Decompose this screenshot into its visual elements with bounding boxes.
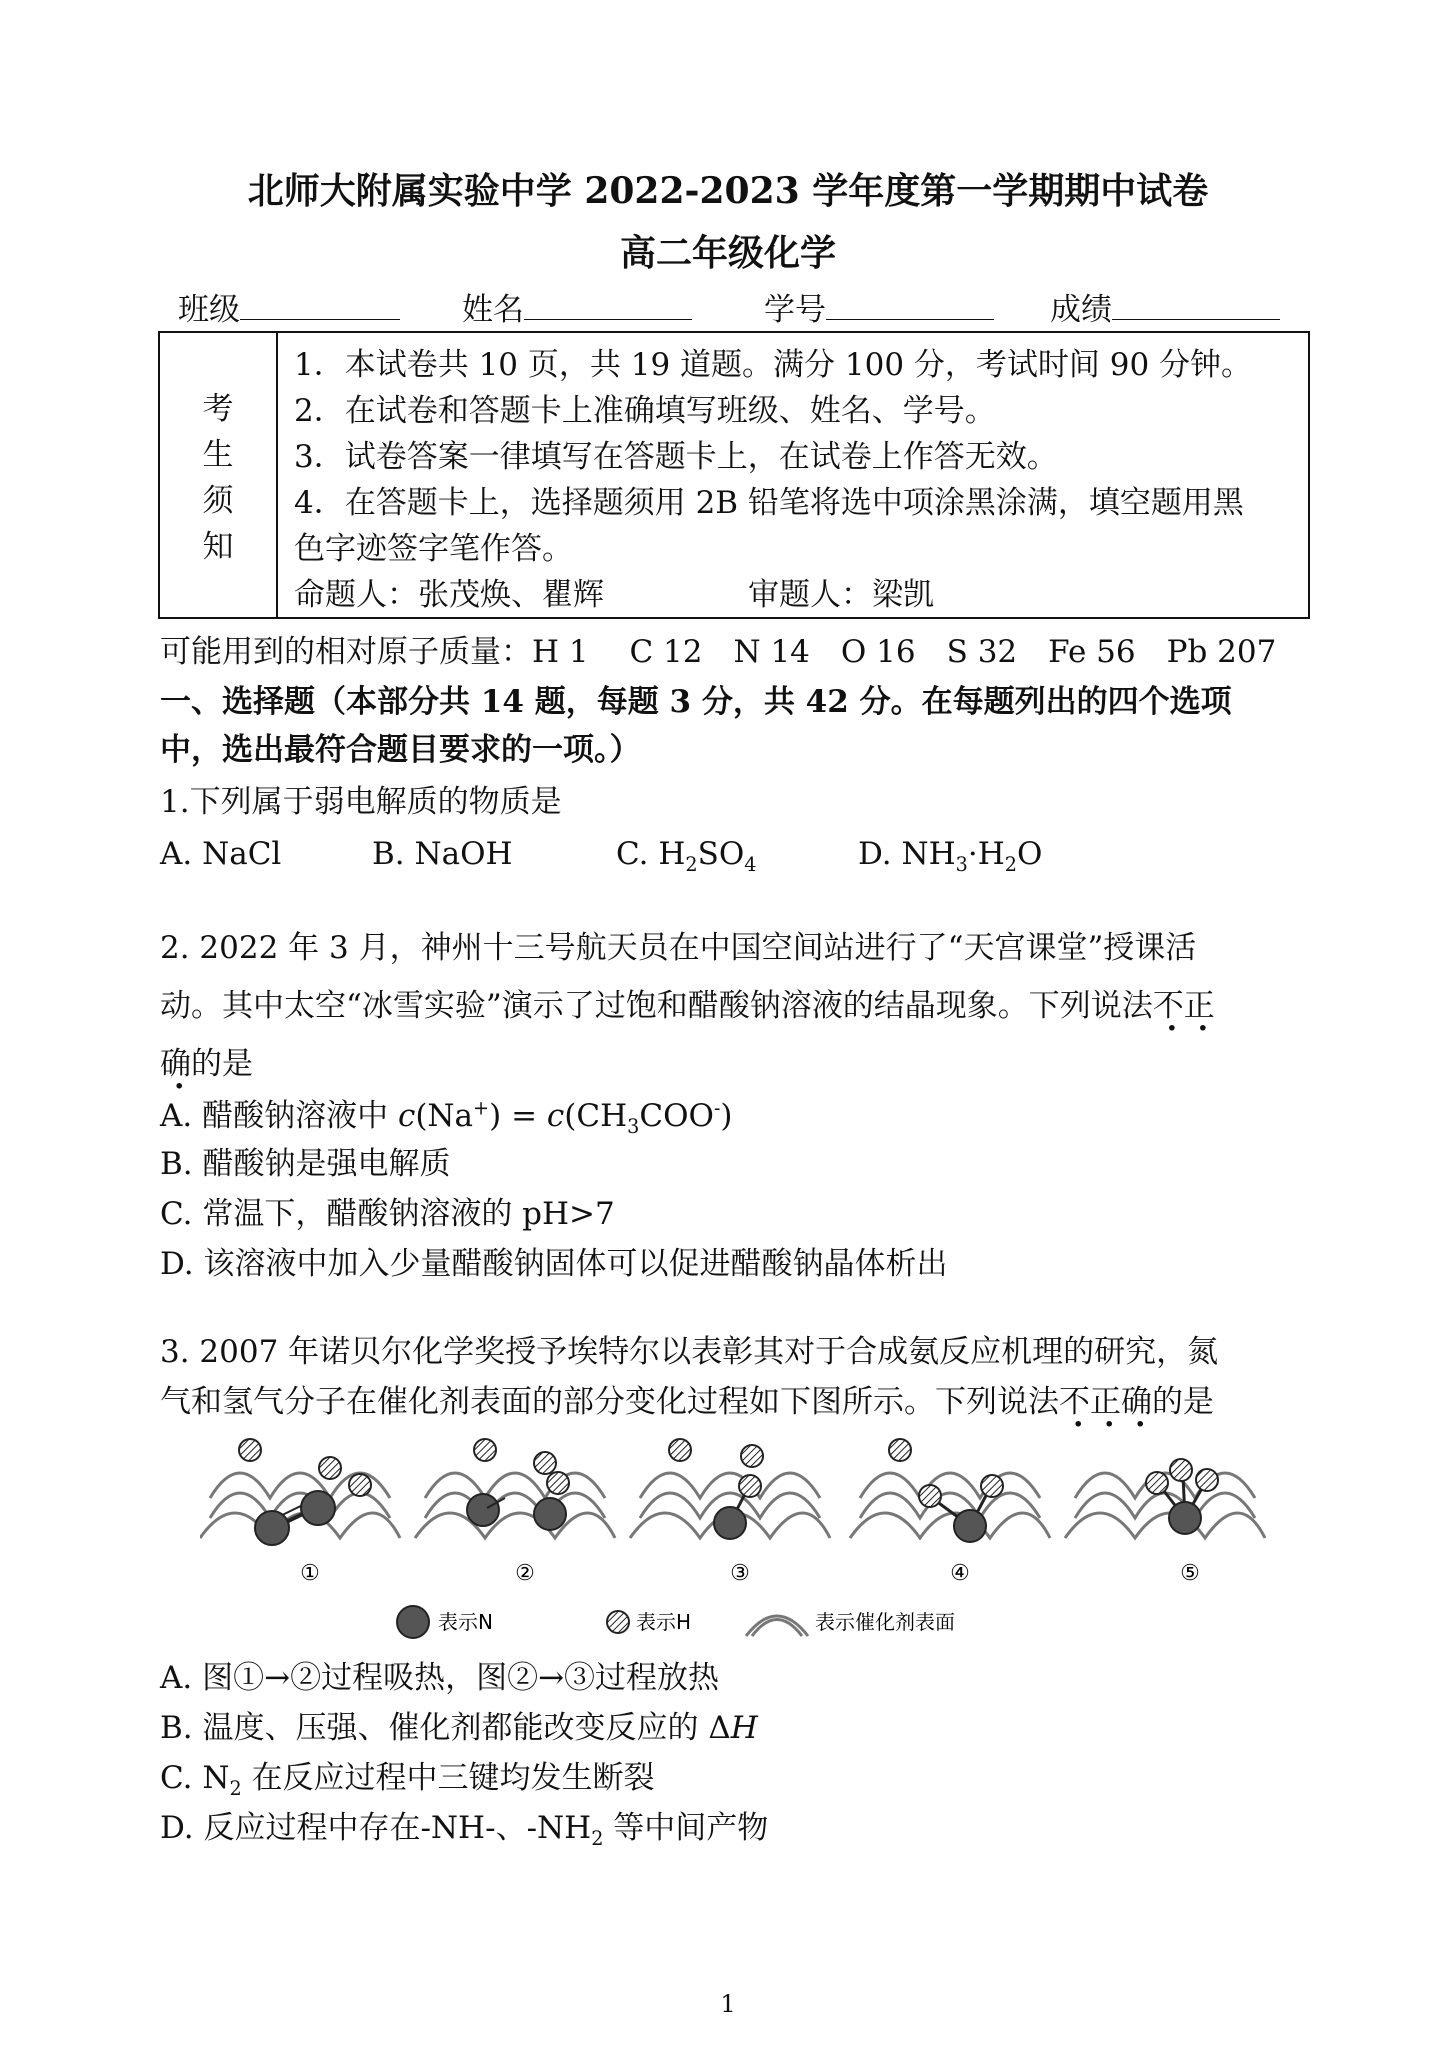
figure-panel-5 xyxy=(1065,1459,1265,1538)
figure-label-5: ⑤ xyxy=(1180,1561,1200,1586)
exam-subtitle: 高二年级化学 xyxy=(619,232,836,274)
legend-n-icon xyxy=(397,1606,429,1638)
field-id-blank xyxy=(826,291,994,320)
q1-option-c: C. $H_2SO_4$ xyxy=(616,836,757,877)
notice-authors: 命题人：张茂焕、瞿辉 xyxy=(294,577,604,613)
legend-h-icon xyxy=(607,1611,629,1633)
field-score-blank xyxy=(1112,291,1280,320)
question-2-stem: 2. 2022 年 3 月，神州十三号航天员在中国空间站进行了“天宫课堂”授课活 xyxy=(160,930,1197,966)
atomic-masses: 可能用到的相对原子质量：H 1 C 12 N 14 O 16 S 32 Fe 56 Pb 207 xyxy=(160,634,1277,670)
page-number: 1 xyxy=(720,1990,736,2018)
figure-label-2: ② xyxy=(515,1561,535,1586)
legend-n-label: 表示N xyxy=(438,1610,493,1634)
q3-option-d: D. 反应过程中存在-NH-、$-NH_2$ 等中间产物 xyxy=(160,1810,769,1851)
question-3-stem: 3. 2007 年诺贝尔化学奖授予埃特尔以表彰其对于合成氨反应机理的研究，氮 xyxy=(160,1334,1219,1370)
section-heading-cont: 中，选出最符合题目要求的一项。） xyxy=(160,732,641,768)
q2-option-c: C. 常温下，醋酸钠溶液的 pH>7 xyxy=(160,1196,615,1232)
catalysis-process-figure xyxy=(200,1428,1280,1648)
legend-h-label: 表示H xyxy=(636,1610,692,1634)
field-name-blank xyxy=(524,291,692,320)
question-2-stem-end: 确的是 xyxy=(160,1046,253,1082)
question-1-stem: 1.下列属于弱电解质的物质是 xyxy=(160,784,562,820)
figure-legend xyxy=(397,1606,955,1638)
q2-option-a: A. 醋酸钠溶液中 $c(Na^+) = c(CH_3COO^-)$ xyxy=(160,1096,733,1139)
figure-label-4: ④ xyxy=(950,1561,970,1586)
q3-option-c: C. $N_2$ 在反应过程中三键均发生断裂 xyxy=(160,1760,655,1801)
q1-option-b: B. NaOH xyxy=(372,836,513,872)
notice-label-column xyxy=(160,333,278,617)
q2-option-b: B. 醋酸钠是强电解质 xyxy=(160,1146,451,1182)
field-name xyxy=(462,284,692,329)
notice-reviewer: 审题人：梁凯 xyxy=(748,577,934,613)
field-score-label: 成绩 xyxy=(1050,292,1112,328)
notice-label-char: 知 xyxy=(202,529,234,565)
figure-panel-1 xyxy=(200,1439,400,1545)
field-class-label: 班级 xyxy=(178,292,240,328)
q3-option-b: B. 温度、压强、催化剂都能改变反应的 ΔH xyxy=(160,1710,758,1746)
q1-option-d: D. $NH_3\cdot H_2O$ xyxy=(858,836,1043,877)
legend-surface-label: 表示催化剂表面 xyxy=(815,1610,955,1634)
figure-panel-2 xyxy=(415,1439,615,1538)
q3-option-a: A. 图①→②过程吸热，图②→③过程放热 xyxy=(160,1660,720,1696)
notice-line: 1．本试卷共 10 页，共 19 道题。满分 100 分，考试时间 90 分钟。 xyxy=(294,347,1253,383)
field-id-label: 学号 xyxy=(764,292,826,328)
notice-label-char: 须 xyxy=(202,483,234,519)
figure-panel-3 xyxy=(630,1439,830,1539)
figure-panel-4 xyxy=(850,1439,1050,1542)
notice-line: 4．在答题卡上，选择题须用 2B 铅笔将选中项涂黑涂满，填空题用黑 xyxy=(294,485,1244,521)
candidate-notice-box xyxy=(158,331,1310,619)
notice-line: 色字迹签字笔作答。 xyxy=(294,531,573,567)
figure-label-1: ① xyxy=(300,1561,320,1586)
figure-label-3: ③ xyxy=(730,1561,750,1586)
question-2-stem-cont: 动。其中太空“冰雪实验”演示了过饱和醋酸钠溶液的结晶现象。下列说法不正 xyxy=(160,988,1215,1024)
question-3-stem-cont: 气和氢气分子在催化剂表面的部分变化过程如下图所示。下列说法不正确的是 xyxy=(160,1384,1214,1420)
notice-label-char: 生 xyxy=(202,437,234,473)
field-score xyxy=(1050,284,1280,329)
field-id xyxy=(764,284,994,329)
section-heading: 一、选择题（本部分共 14 题，每题 3 分，共 42 分。在每题列出的四个选项 xyxy=(160,684,1232,720)
notice-label-char: 考 xyxy=(202,391,234,427)
q1-option-a: A. NaCl xyxy=(160,836,282,872)
field-name-label: 姓名 xyxy=(462,292,524,328)
field-class xyxy=(178,284,400,329)
field-class-blank xyxy=(240,291,400,320)
exam-title: 北师大附属实验中学 2022-2023 学年度第一学期期中试卷 xyxy=(247,170,1209,212)
q2-option-d: D. 该溶液中加入少量醋酸钠固体可以促进醋酸钠晶体析出 xyxy=(160,1246,948,1282)
notice-line: 3．试卷答案一律填写在答题卡上，在试卷上作答无效。 xyxy=(294,439,1058,475)
notice-line: 2．在试卷和答题卡上准确填写班级、姓名、学号。 xyxy=(294,393,996,429)
